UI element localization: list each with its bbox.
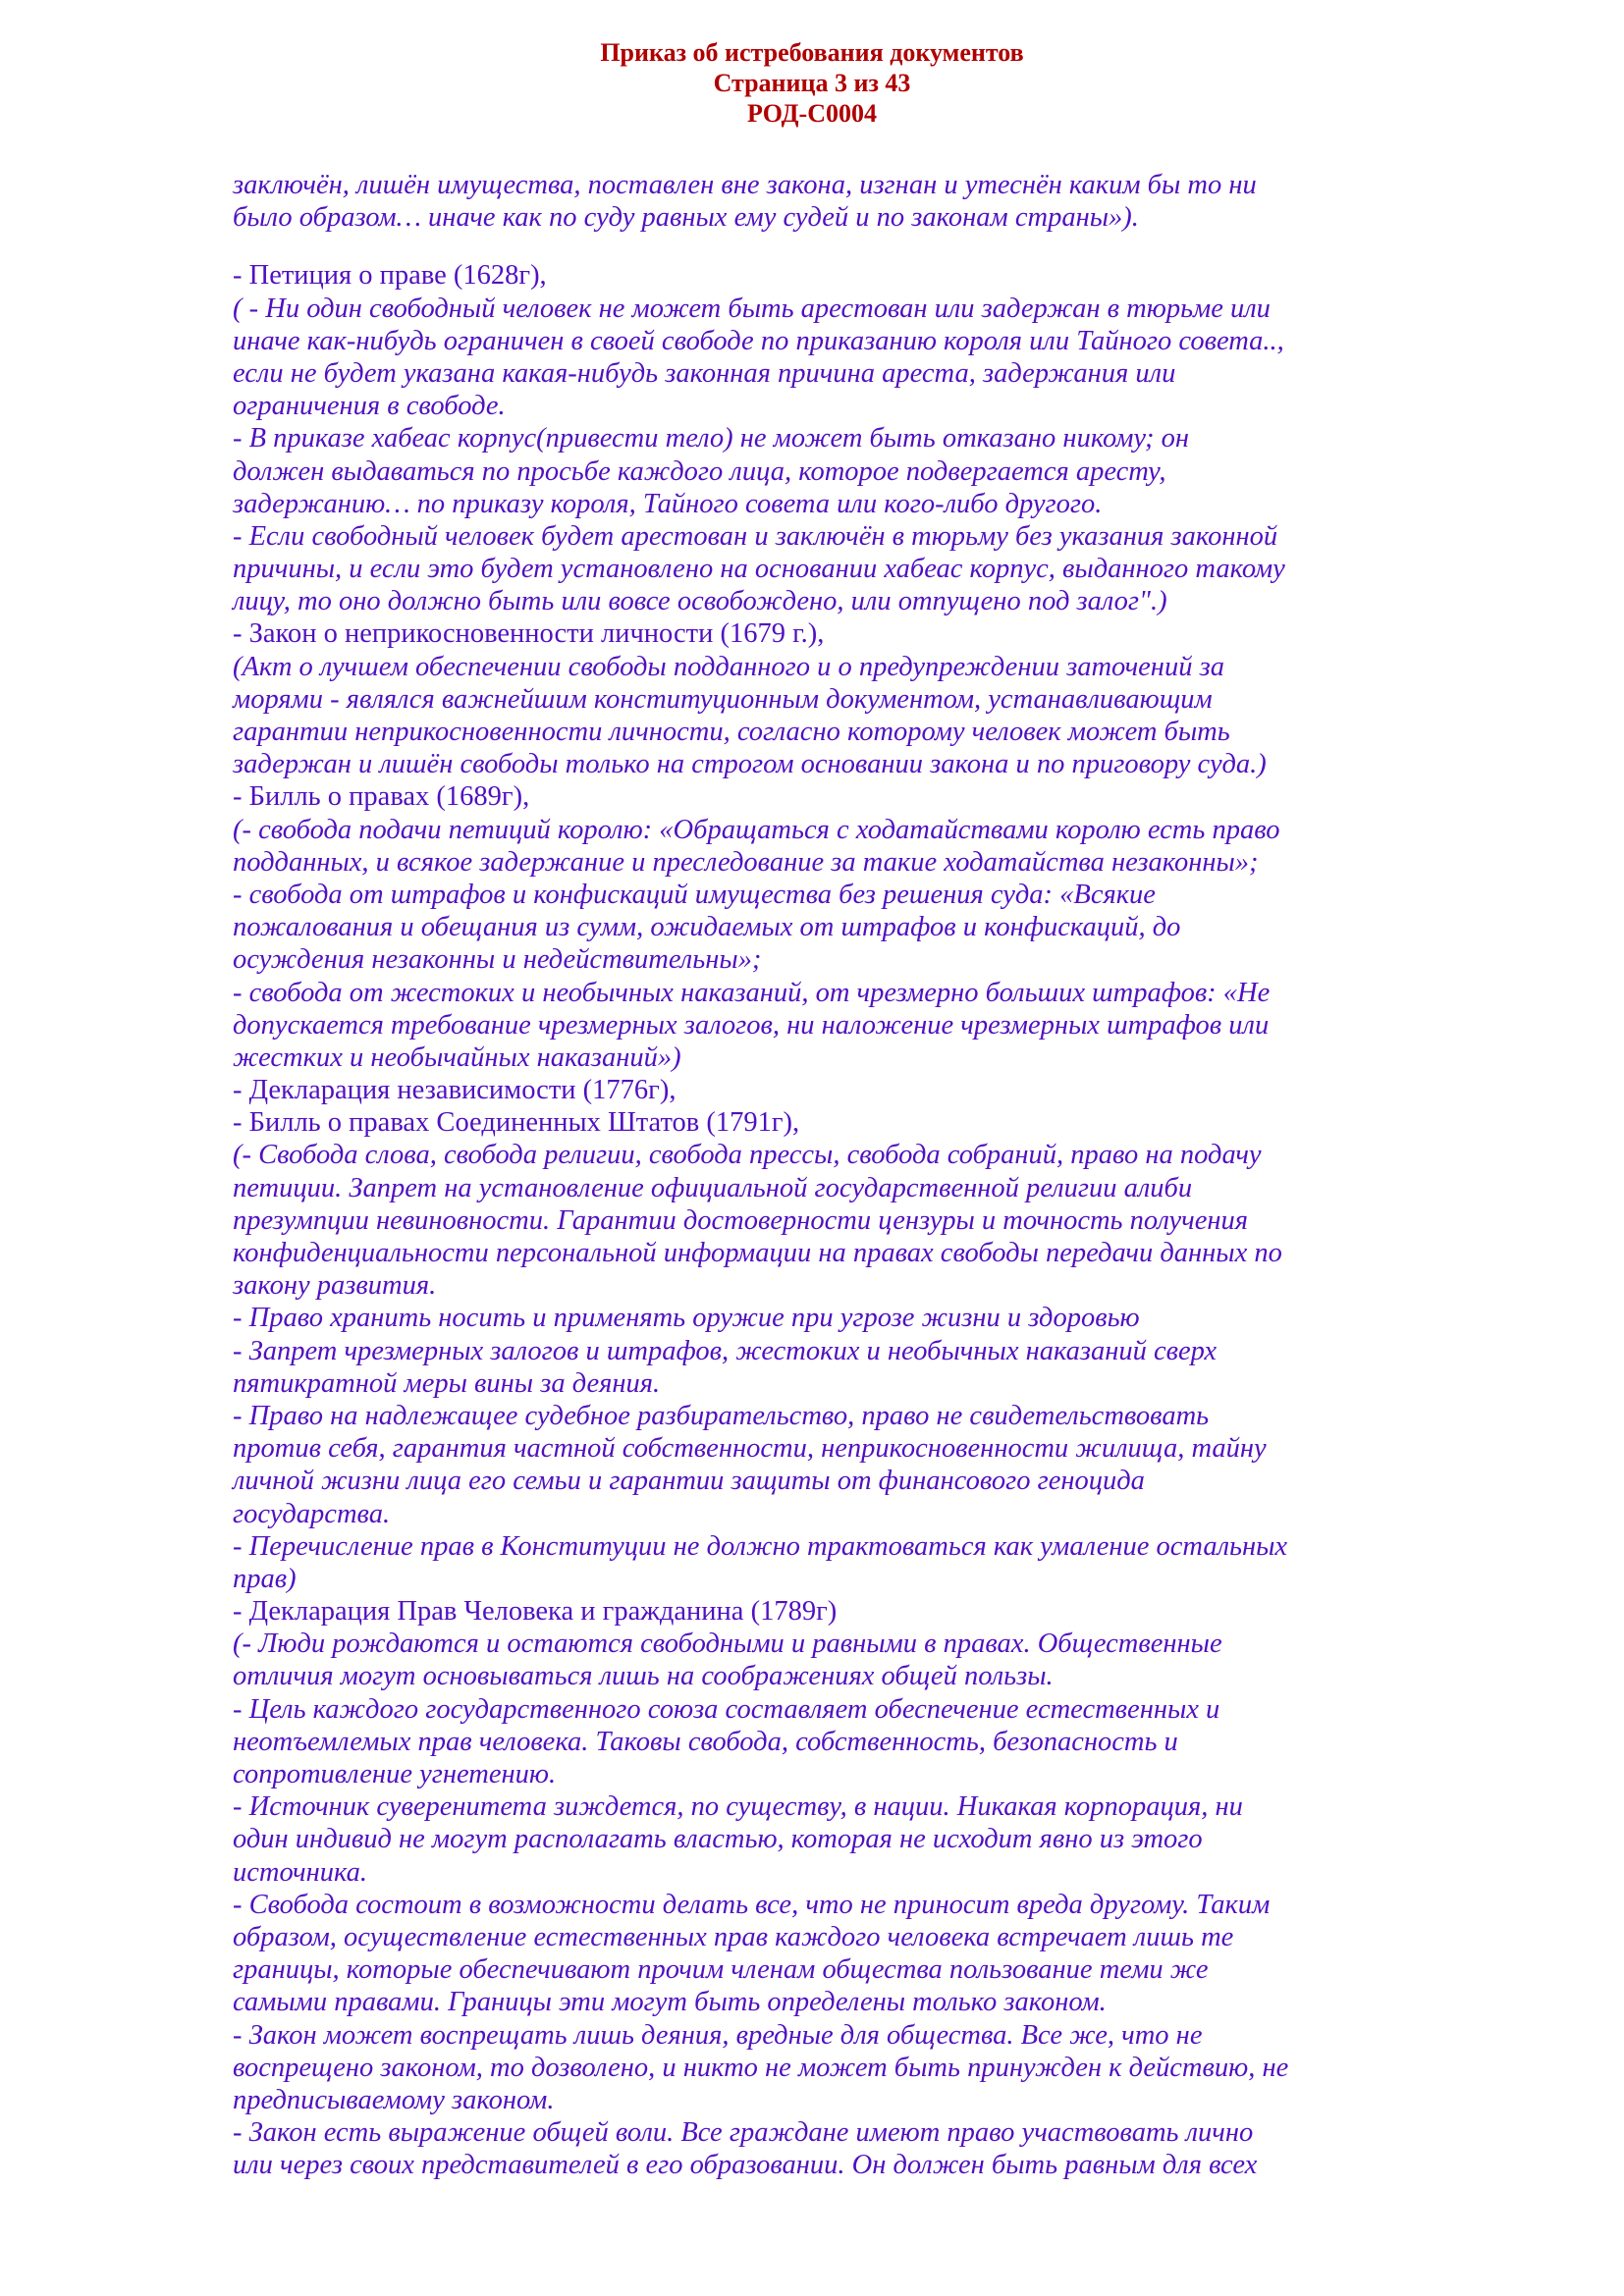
text-line: (Акт о лучшем обеспечении свободы подданного и о предупреждении заточений за <box>233 651 1224 682</box>
text-line: должен выдаваться по просьбе каждого лица, которое подвергается аресту, <box>233 455 1166 487</box>
text-line: предписываемому законом. <box>233 2084 555 2115</box>
text-line: - В приказе хабеас корпус(привести тело) не может быть отказано никому; он <box>233 423 1189 454</box>
text-line: источника. <box>233 1856 367 1888</box>
text-line: (- свобода подачи петиций королю: «Обращаться с ходатайствами королю есть право <box>233 814 1280 845</box>
section-heading: - Билль о правах (1689г), <box>233 781 530 813</box>
text-line: петиции. Запрет на установление официальной государственной религии алиби <box>233 1172 1193 1203</box>
text-line: - свобода от жестоких и необычных наказаний, от чрезмерно больших штрафов: «Не <box>233 977 1271 1008</box>
text-line: морями - являлся важнейшим конституционным документом, устанавливающим <box>233 683 1213 715</box>
text-line: пожалования и обещания из сумм, ожидаемых от штрафов и конфискаций, до <box>233 912 1181 943</box>
text-line: неотъемлемых прав человека. Таковы свобода, собственность, безопасность и <box>233 1726 1178 1757</box>
text-line: - Запрет чрезмерных залогов и штрафов, жестоких и необычных наказаний сверх <box>233 1335 1217 1366</box>
text-line: - Если свободный человек будет арестован и заключён в тюрьму без указания законной <box>233 520 1278 552</box>
text-line: - Цель каждого государственного союза составляет обеспечение естественных и <box>233 1693 1220 1725</box>
text-line: жестких и необычайных наказаний») <box>233 1041 681 1073</box>
document-title: Приказ об истребования документов <box>600 38 1024 67</box>
text-line: гарантии неприкосновенности личности, согласно которому человек может быть <box>233 717 1230 747</box>
section-heading: - Петиция о праве (1628г), <box>233 260 547 292</box>
text-line: - Право хранить носить и применять оружие при угрозе жизни и здоровью <box>233 1303 1140 1334</box>
text-line: если не будет указана какая-нибудь законная причина ареста, задержания или <box>233 357 1176 389</box>
text-line: сопротивление угнетению. <box>233 1759 557 1789</box>
text-line: - Закон есть выражение общей воли. Все граждане имеют право участвовать лично <box>233 2117 1254 2149</box>
text-line: иначе как-нибудь ограничен в своей свободе по приказанию короля или Тайного совета.., <box>233 325 1284 356</box>
text-line: ( - Ни один свободный человек не может быть арестован или задержан в тюрьме или <box>233 293 1271 324</box>
text-line: задержанию… по приказу короля, Тайного совета или кого-либо другого. <box>233 488 1103 519</box>
text-line: (- Свобода слова, свобода религии, свобода прессы, свобода собраний, право на подачу <box>233 1140 1262 1171</box>
text-line: конфиденциальности персональной информации на правах свободы передачи данных по <box>233 1238 1282 1268</box>
text-line: - Свобода состоит в возможности делать все, что не приносит вреда другому. Таким <box>233 1889 1271 1920</box>
text-line: воспрещено законом, то дозволено, и никто не может быть принужден к действию, не <box>233 2052 1289 2083</box>
text-line: заключён, лишён имущества, поставлен вне закона, изгнан и утеснён каким бы то ни <box>233 170 1257 200</box>
section-heading: - Билль о правах Соединенных Штатов (1791г), <box>233 1107 800 1139</box>
text-line: один индивид не могут располагать властью, которая не исходит явно из этого <box>233 1824 1203 1855</box>
text-line: - Источник суверенитета зиждется, по существу, в нации. Никакая корпорация, ни <box>233 1791 1243 1823</box>
text-line: ограничения в свободе. <box>233 391 506 422</box>
text-line: лицу, то оно должно быть или вовсе освобождено, или отпущено под залог".) <box>233 586 1167 617</box>
text-line: - свобода от штрафов и конфискаций имущества без решения суда: «Всякие <box>233 879 1156 910</box>
text-line: подданных, и всякое задержание и преследование за такие ходатайства незаконны»; <box>233 846 1259 878</box>
text-line: пятикратной меры вины за деяния. <box>233 1367 661 1399</box>
text-line: задержан и лишён свободы только на строгом основании закона и по приговору суда.) <box>233 749 1267 780</box>
text-lines <box>233 259 1499 2181</box>
paragraph-gap <box>233 234 1499 259</box>
document-code: РОД-С0004 <box>747 99 877 128</box>
text-line: - Закон может воспрещать лишь деяния, вредные для общества. Все же, что не <box>233 2019 1203 2051</box>
text-line: личной жизни лица его семьи и гарантии защиты от финансового геноцида <box>233 1466 1145 1497</box>
text-line: - Перечисление прав в Конституции не должно трактоваться как умаление остальных <box>233 1530 1288 1562</box>
text-line: отличия могут основываться лишь на соображениях общей пользы. <box>233 1661 1054 1692</box>
text-line: - Право на надлежащее судебное разбирательство, право не свидетельствовать <box>233 1400 1210 1431</box>
text-line: презумпции невиновности. Гарантии достоверности цензуры и точность получения <box>233 1204 1249 1236</box>
page-indicator: Страница 3 из 43 <box>713 69 911 97</box>
document-body <box>233 169 1499 2181</box>
text-line: причины, и если это будет установлено на основании хабеас корпус, выданного такому <box>233 554 1285 585</box>
text-line: или через своих представителей в его образовании. Он должен быть равным для всех <box>233 2150 1258 2181</box>
text-line: осуждения незаконны и недействительны»; <box>233 944 762 976</box>
section-heading: - Декларация Прав Человека и гражданина (1789г) <box>233 1596 838 1628</box>
text-line: закону развития. <box>233 1270 437 1302</box>
document-header <box>0 37 1624 129</box>
section-heading: - Декларация независимости (1776г), <box>233 1075 677 1106</box>
section-heading: - Закон о неприкосновенности личности (1679 г.), <box>233 618 825 650</box>
text-line: (- Люди рождаются и остаются свободными и равными в правах. Общественные <box>233 1629 1222 1660</box>
text-line: допускается требование чрезмерных залогов, ни наложение чрезмерных штрафов или <box>233 1009 1270 1041</box>
text-line: против себя, гарантия частной собственности, неприкосновенности жилища, тайну <box>233 1433 1267 1465</box>
text-line: государства. <box>233 1498 391 1529</box>
text-line: самыми правами. Границы эти могут быть определены только законом. <box>233 1987 1107 2018</box>
text-line: прав) <box>233 1563 297 1594</box>
text-line: было образом… иначе как по суду равных ему судей и по законам страны»). <box>233 202 1139 234</box>
text-line: образом, осуществление естественных прав каждого человека встречает лишь те <box>233 1921 1234 1952</box>
text-line: границы, которые обеспечивают прочим членам общества пользование теми же <box>233 1954 1209 1986</box>
